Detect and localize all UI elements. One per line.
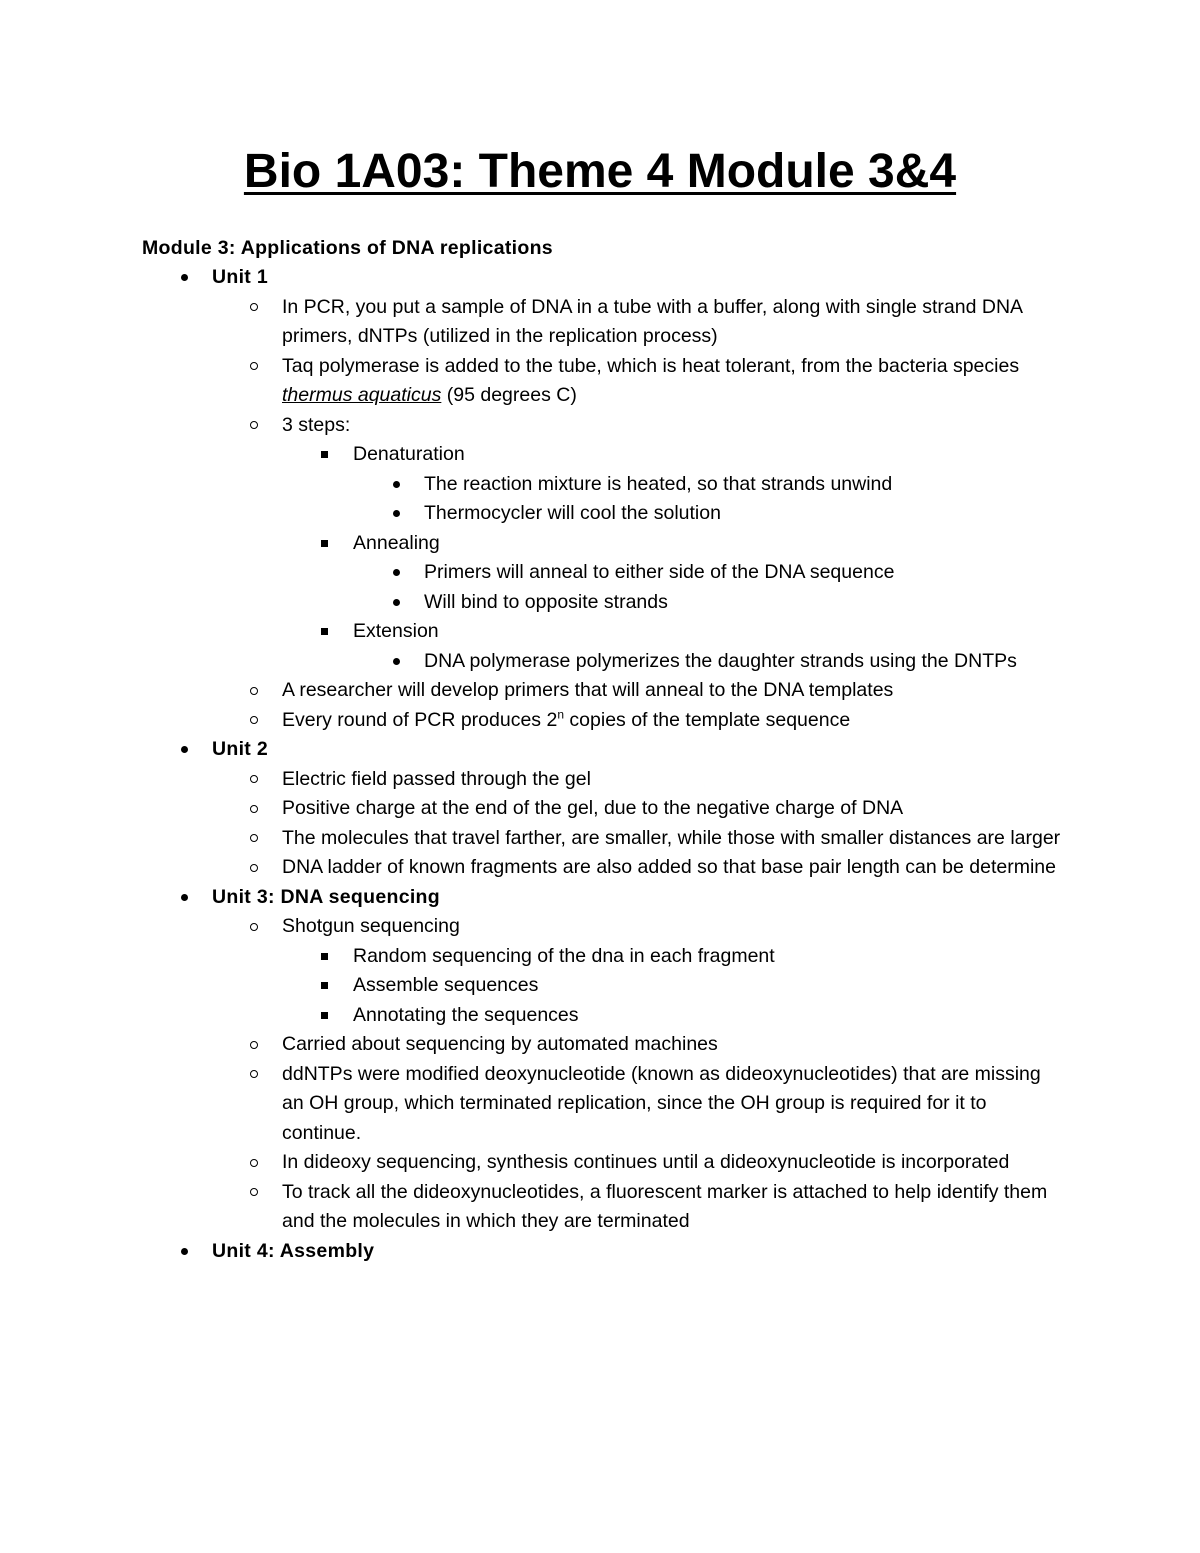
- list-item: [0, 1148, 1200, 1178]
- bullet-ring-icon: [244, 765, 264, 795]
- list-item: [0, 470, 1200, 500]
- list-item: [0, 942, 1200, 972]
- list-item-unit-4: [0, 1237, 1200, 1267]
- bullet-square-icon: [314, 942, 334, 972]
- list-item: [0, 794, 1200, 824]
- annealing-item: Primers will anneal to either side of the DNA sequence: [424, 561, 895, 583]
- list-item: [0, 293, 1200, 352]
- bullet-ring-icon: [244, 912, 264, 942]
- list-item: [0, 971, 1200, 1001]
- annealing-label: Annealing: [353, 531, 440, 554]
- round-text-before: Every round of PCR produces 2: [282, 708, 558, 731]
- outline-list: [0, 263, 1200, 1266]
- list-item: [0, 676, 1200, 706]
- list-item: [0, 558, 1200, 588]
- bullet-disc-icon: [386, 588, 406, 618]
- researcher-text: A researcher will develop primers that will anneal to the DNA templates: [282, 679, 894, 701]
- unit-3-item: To track all the dideoxynucleotides, a fluorescent marker is attached to help identify them and the molecules in which they are terminated: [282, 1180, 1048, 1232]
- bullet-square-icon: [314, 971, 334, 1001]
- list-item: [0, 706, 1200, 736]
- unit-3-item: In dideoxy sequencing, synthesis continues until a dideoxynucleotide is incorporated: [282, 1151, 1010, 1173]
- bullet-disc-icon: [386, 499, 406, 529]
- unit-3-item: ddNTPs were modified deoxynucleotide (known as dideoxynucleotides) that are missing an OH group, which terminated replication, since the OH group is required for it to continue.: [282, 1062, 1041, 1144]
- list-item: [0, 912, 1200, 942]
- list-item: [0, 647, 1200, 677]
- bullet-disc-icon: [174, 1237, 194, 1267]
- unit-2-item: The molecules that travel farther, are smaller, while those with smaller distances are larger: [282, 826, 1061, 849]
- bullet-square-icon: [314, 440, 334, 470]
- list-item: [0, 1030, 1200, 1060]
- bullet-ring-icon: [244, 706, 264, 736]
- list-item: [0, 352, 1200, 411]
- bullet-ring-icon: [244, 824, 264, 854]
- bullet-square-icon: [314, 617, 334, 647]
- bullet-ring-icon: [244, 293, 264, 323]
- list-item: [0, 1060, 1200, 1149]
- list-item: [0, 1001, 1200, 1031]
- unit-3-label: Unit 3: DNA sequencing: [212, 885, 440, 908]
- unit-2-item: Electric field passed through the gel: [282, 767, 591, 790]
- bullet-disc-icon: [174, 883, 194, 913]
- denaturation-label: Denaturation: [353, 443, 465, 465]
- list-item-unit-3: [0, 883, 1200, 913]
- pcr-round-text: [282, 706, 1062, 736]
- list-item: [0, 765, 1200, 795]
- list-item: [0, 1178, 1200, 1237]
- bullet-disc-icon: [386, 647, 406, 677]
- bullet-ring-icon: [244, 1030, 264, 1060]
- list-item: [0, 853, 1200, 883]
- bullet-ring-icon: [244, 411, 264, 441]
- list-item: [0, 440, 1200, 470]
- unit-2-item: DNA ladder of known fragments are also added so that base pair length can be determine: [282, 856, 1056, 878]
- bullet-disc-icon: [174, 735, 194, 765]
- bullet-ring-icon: [244, 676, 264, 706]
- bullet-ring-icon: [244, 1060, 264, 1090]
- bullet-ring-icon: [244, 1178, 264, 1208]
- taq-polymerase-text: [282, 352, 1062, 411]
- bullet-disc-icon: [174, 263, 194, 293]
- unit-3-item: Carried about sequencing by automated machines: [282, 1033, 718, 1055]
- unit-2-item: Positive charge at the end of the gel, due to the negative charge of DNA: [282, 797, 904, 819]
- bullet-disc-icon: [386, 558, 406, 588]
- taq-text-after: (95 degrees C): [441, 384, 577, 406]
- round-text-after: copies of the template sequence: [564, 708, 851, 731]
- pcr-intro-text: In PCR, you put a sample of DNA in a tube with a buffer, along with single strand DNA primers, dNTPs (utilized in the replication process): [282, 295, 1022, 347]
- extension-item: DNA polymerase polymerizes the daughter strands using the DNTPs: [424, 649, 1017, 672]
- shotgun-item: Random sequencing of the dna in each fragment: [353, 944, 775, 967]
- list-item: [0, 499, 1200, 529]
- bullet-disc-icon: [386, 470, 406, 500]
- round-exponent: n: [557, 707, 564, 721]
- unit-1-label: Unit 1: [212, 266, 268, 288]
- denaturation-item: The reaction mixture is heated, so that strands unwind: [424, 472, 893, 495]
- bullet-square-icon: [314, 1001, 334, 1031]
- taq-text-before: Taq polymerase is added to the tube, which is heat tolerant, from the bacteria species: [282, 354, 1020, 377]
- list-item-unit-2: [0, 735, 1200, 765]
- steps-label: 3 steps:: [282, 413, 351, 436]
- unit-4-label: Unit 4: Assembly: [212, 1239, 375, 1262]
- shotgun-item: Assemble sequences: [353, 974, 539, 996]
- denaturation-item: Thermocycler will cool the solution: [424, 502, 721, 524]
- list-item: [0, 824, 1200, 854]
- shotgun-item: Annotating the sequences: [353, 1003, 579, 1026]
- bullet-ring-icon: [244, 352, 264, 382]
- bullet-ring-icon: [244, 794, 264, 824]
- bullet-square-icon: [314, 529, 334, 559]
- extension-label: Extension: [353, 620, 439, 642]
- bullet-ring-icon: [244, 853, 264, 883]
- document-title: Bio 1A03: Theme 4 Module 3&4: [243, 145, 957, 198]
- list-item: [0, 529, 1200, 559]
- annealing-item: Will bind to opposite strands: [424, 590, 668, 613]
- bullet-ring-icon: [244, 1148, 264, 1178]
- list-item: [0, 617, 1200, 647]
- module-3-heading: Module 3: Applications of DNA replications: [142, 237, 553, 259]
- list-item-unit-1: [0, 263, 1200, 293]
- unit-2-label: Unit 2: [212, 738, 268, 760]
- shotgun-label: Shotgun sequencing: [282, 915, 460, 937]
- taq-species-name: thermus aquaticus: [282, 384, 442, 406]
- list-item: [0, 411, 1200, 441]
- list-item: [0, 588, 1200, 618]
